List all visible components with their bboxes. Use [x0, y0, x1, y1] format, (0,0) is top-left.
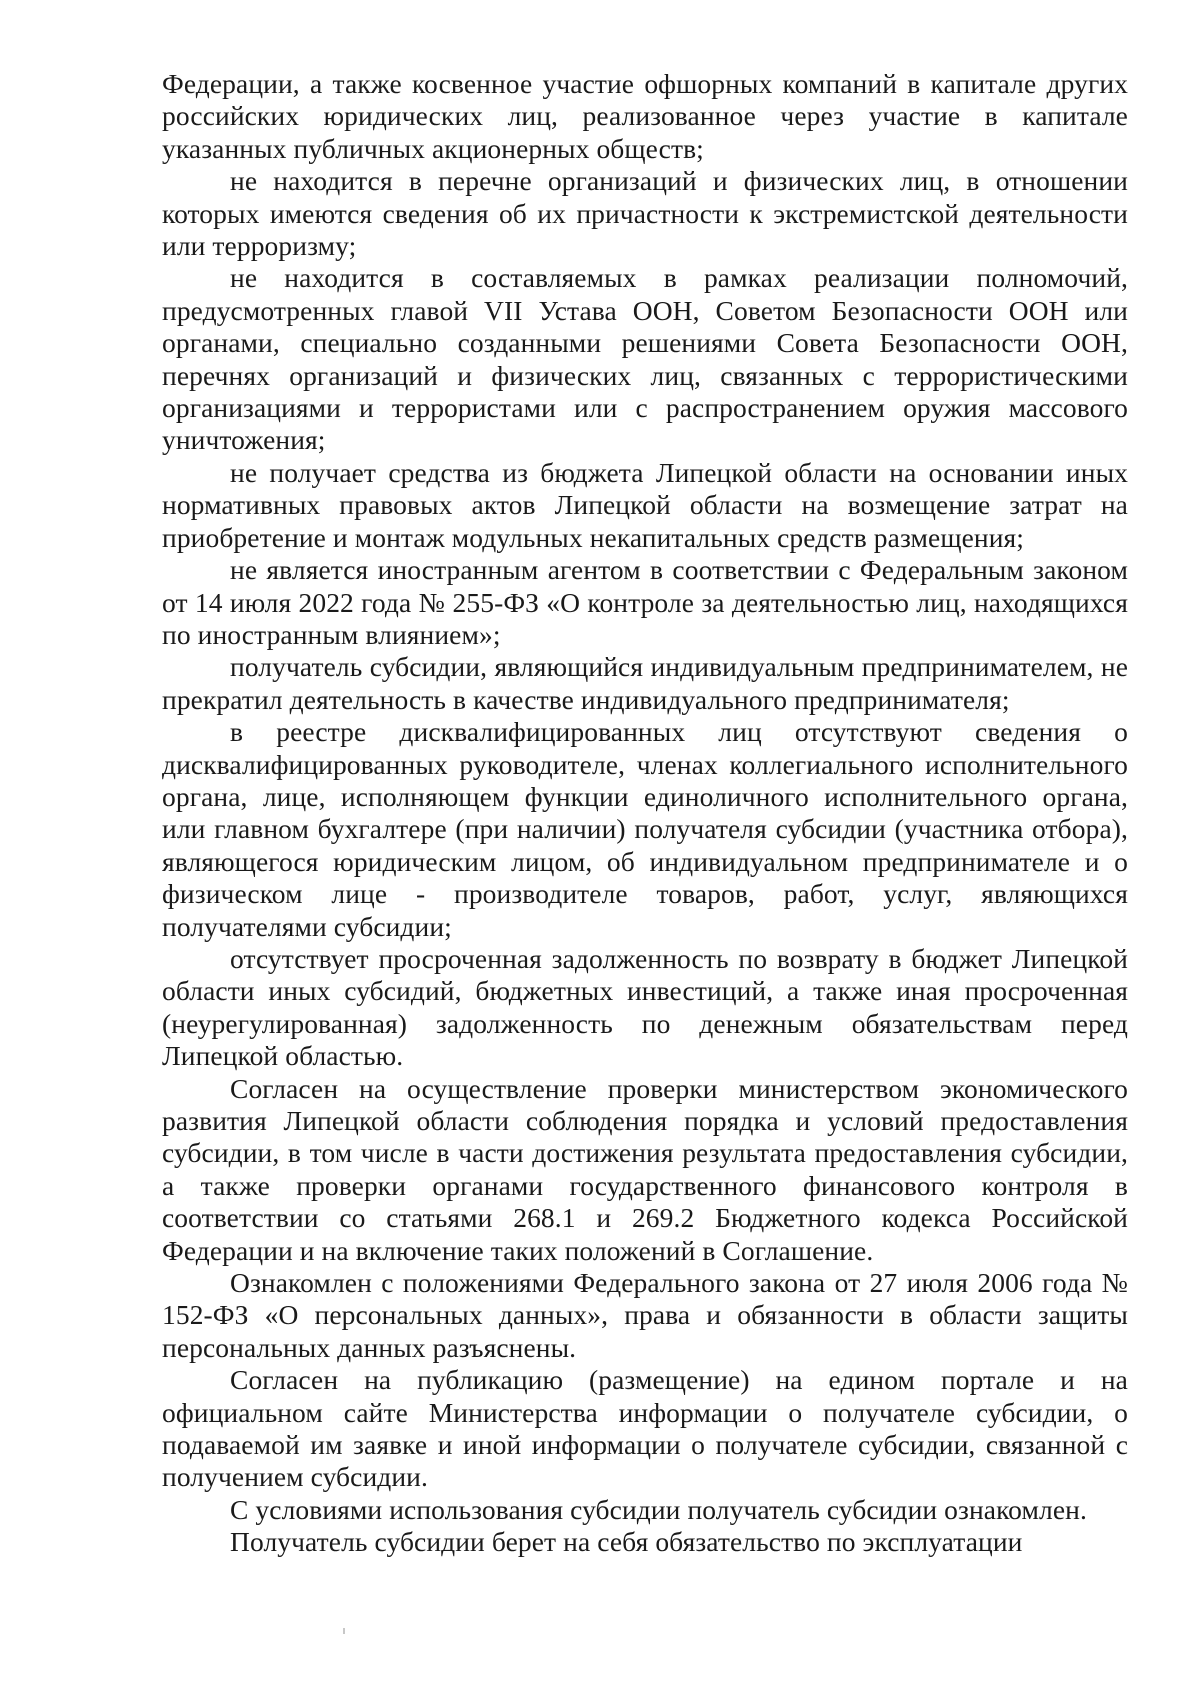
paragraph-offshore-participation: Федерации, а также косвенное участие офшорных компаний в капитале других российских юридических лиц, реализованное через участие в капитале указанных публичных акционерных обществ;: [162, 68, 1128, 164]
paragraph-foreign-agent: не является иностранным агентом в соответствии с Федеральным законом от 14 июля 2022 года № 255-ФЗ «О контроле за деятельностью лиц, находящихся по иностранным влиянием»;: [162, 554, 1128, 650]
paragraph-personal-data: Ознакомлен с положениями Федерального закона от 27 июля 2006 года № 152-ФЗ «О персональных данных», права и обязанности в области защиты персональных данных разъяснены.: [162, 1267, 1128, 1363]
paragraph-consent-to-publication: Согласен на публикацию (размещение) на едином портале и на официальном сайте Министерства информации о получателе субсидии, о подаваемой им заявке и иной информации о получателе субсидии, связанной с получением субсидии.: [162, 1364, 1128, 1493]
paragraph-extremism-list: не находится в перечне организаций и физических лиц, в отношении которых имеются сведения об их причастности к экстремистской деятельности или терроризму;: [162, 165, 1128, 262]
paragraph-disqualified-persons: в реестре дисквалифицированных лиц отсутствуют сведения о дисквалифицированных руководителе, членах коллегиального исполнительного органа, лице, исполняющем функции единоличного исполнительного органа, или главном бухгалтере (при наличии) получателя субсидии (участника отбора), являющегося юридическим лицом, об индивидуальном предпринимателе и о физическом лице - производителе товаров, работ, услуг, являющихся получателями субсидии;: [162, 716, 1128, 942]
paragraph-operation-obligation: Получатель субсидии берет на себя обязательство по эксплуатации: [230, 1526, 1023, 1558]
paragraph-un-security-council-lists: не находится в составляемых в рамках реализации полномочий, предусмотренных главой VII Устава ООН, Советом Безопасности ООН или органами, специально созданными решениями Совета Безопасности ООН, перечнях организаций и физических лиц, связанных с террористическими организациями и террористами или с распространением оружия массового уничтожения;: [162, 262, 1128, 456]
paragraph-consent-to-inspection: Согласен на осуществление проверки министерством экономического развития Липецкой области соблюдения порядка и условий предоставления субсидии, в том числе в части достижения результата предоставления субсидии, а также проверки органами государственного финансового контроля в соответствии со статьями 268.1 и 269.2 Бюджетного кодекса Российской Федерации и на включение таких положений в Соглашение.: [162, 1072, 1128, 1266]
paragraph-no-overdue-debt: отсутствует просроченная задолженность по возврату в бюджет Липецкой области иных субсидий, бюджетных инвестиций, а также иная просроченная (неурегулированная) задолженность по денежным обязательствам перед Липецкой областью.: [162, 942, 1128, 1072]
document-body: [162, 68, 1128, 1559]
scan-artifact: [343, 1628, 345, 1634]
paragraph-subsidy-conditions: С условиями использования субсидии получатель субсидии ознакомлен.: [230, 1493, 1087, 1525]
paragraph-individual-entrepreneur: получатель субсидии, являющийся индивидуальным предпринимателем, не прекратил деятельность в качестве индивидуального предпринимателя;: [162, 651, 1128, 715]
paragraph-no-other-budget-funds: не получает средства из бюджета Липецкой области на основании иных нормативных правовых актов Липецкой области на возмещение затрат на приобретение и монтаж модульных некапитальных средств размещения;: [162, 456, 1128, 553]
